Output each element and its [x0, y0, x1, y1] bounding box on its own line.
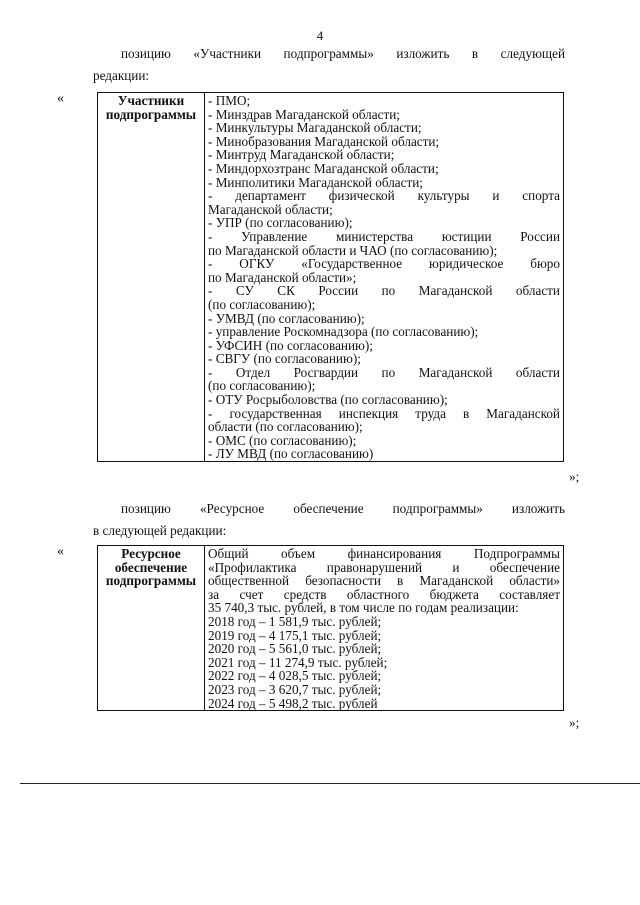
page-number: 4	[316, 28, 324, 43]
section1-intro-line1: позицию «Участники подпрограммы» изложить в следующей	[121, 46, 565, 61]
section1-intro-line2: редакции:	[93, 68, 150, 83]
participant-line: - департамент физической культуры и спорта	[208, 188, 560, 204]
participant-line: - ОТУ Росрыболовства (по согласованию);	[208, 392, 448, 408]
participant-line: - Отдел Росгвардии по Магаданской области	[208, 364, 560, 380]
section1-open-quote: «	[57, 91, 64, 106]
participant-line: - Минтруд Магаданской области;	[208, 147, 395, 163]
participant-line: по Магаданской области и ЧАО (по согласованию);	[208, 242, 498, 258]
participant-line: - Минкультуры Магаданской области;	[208, 120, 422, 136]
section2-close-quote: »;	[569, 715, 580, 730]
participant-line: - Минобразования Магаданской области;	[208, 133, 440, 149]
participant-line: Магаданской области;	[208, 201, 333, 217]
section1-close-quote: »;	[569, 469, 580, 484]
resource-line: 2023 год – 3 620,7 тыс. рублей;	[208, 681, 382, 697]
participants-label: Участники подпрограммы	[98, 93, 205, 462]
resource-line: Общий объем финансирования Подпрограммы	[208, 546, 560, 561]
participant-line: (по согласованию);	[208, 296, 316, 312]
participant-line: - УПР (по согласованию);	[208, 215, 353, 231]
resources-label: Ресурсное обеспечение подпрограммы	[98, 546, 205, 711]
resource-line: 2021 год – 11 274,9 тыс. рублей;	[208, 654, 388, 670]
resources-text	[205, 546, 564, 711]
participant-line: по Магаданской области»;	[208, 269, 357, 285]
resource-line: за счет средств областного бюджета составляет	[208, 586, 560, 602]
participant-line: - управление Роскомнадзора (по согласованию);	[208, 324, 479, 340]
participant-line: - УМВД (по согласованию);	[208, 310, 365, 326]
participant-line: - ПМО;	[208, 93, 251, 108]
participant-line: - ЛУ МВД (по согласованию)	[208, 446, 374, 462]
participant-line: - СУ СК России по Магаданской области	[208, 283, 560, 299]
participant-line: - ОГКУ «Государственное юридическое бюро	[208, 256, 560, 272]
page-divider	[20, 783, 640, 784]
participant-line: (по согласованию);	[208, 378, 316, 394]
section2-open-quote: «	[57, 544, 64, 559]
resources-table	[97, 545, 564, 711]
participant-line: - Минздрав Магаданской области;	[208, 106, 400, 122]
participants-table	[97, 92, 564, 462]
participant-line: - УФСИН (по согласованию);	[208, 337, 373, 353]
resource-line: 2020 год – 5 561,0 тыс. рублей;	[208, 641, 382, 657]
section2-intro-line2: в следующей редакции:	[93, 523, 227, 538]
participant-line: - Миндорхозтранс Магаданской области;	[208, 160, 439, 176]
participant-line: - СВГУ (по согласованию);	[208, 351, 361, 367]
resource-line: 2018 год – 1 581,9 тыс. рублей;	[208, 613, 382, 629]
section2-intro-line1: позицию «Ресурсное обеспечение подпрограммы» изложить	[121, 501, 565, 516]
resource-line: 2019 год – 4 175,1 тыс. рублей;	[208, 627, 382, 643]
resource-line: 2022 год – 4 028,5 тыс. рублей;	[208, 668, 382, 684]
participants-list	[205, 93, 564, 462]
participant-line: - ОМС (по согласованию);	[208, 432, 357, 448]
participant-line: - Минполитики Магаданской области;	[208, 174, 423, 190]
resource-line: 35 740,3 тыс. рублей, в том числе по годам реализации:	[208, 600, 519, 616]
participant-line: области (по согласованию);	[208, 419, 363, 435]
resource-line: 2024 год – 5 498,2 тыс. рублей	[208, 695, 378, 711]
resource-line: общественной безопасности в Магаданской области»	[208, 573, 560, 589]
participant-line: - государственная инспекция труда в Магаданской	[208, 405, 560, 421]
participant-line: - Управление министерства юстиции России	[208, 228, 560, 244]
resource-line: «Профилактика правонарушений и обеспечение	[208, 559, 560, 575]
